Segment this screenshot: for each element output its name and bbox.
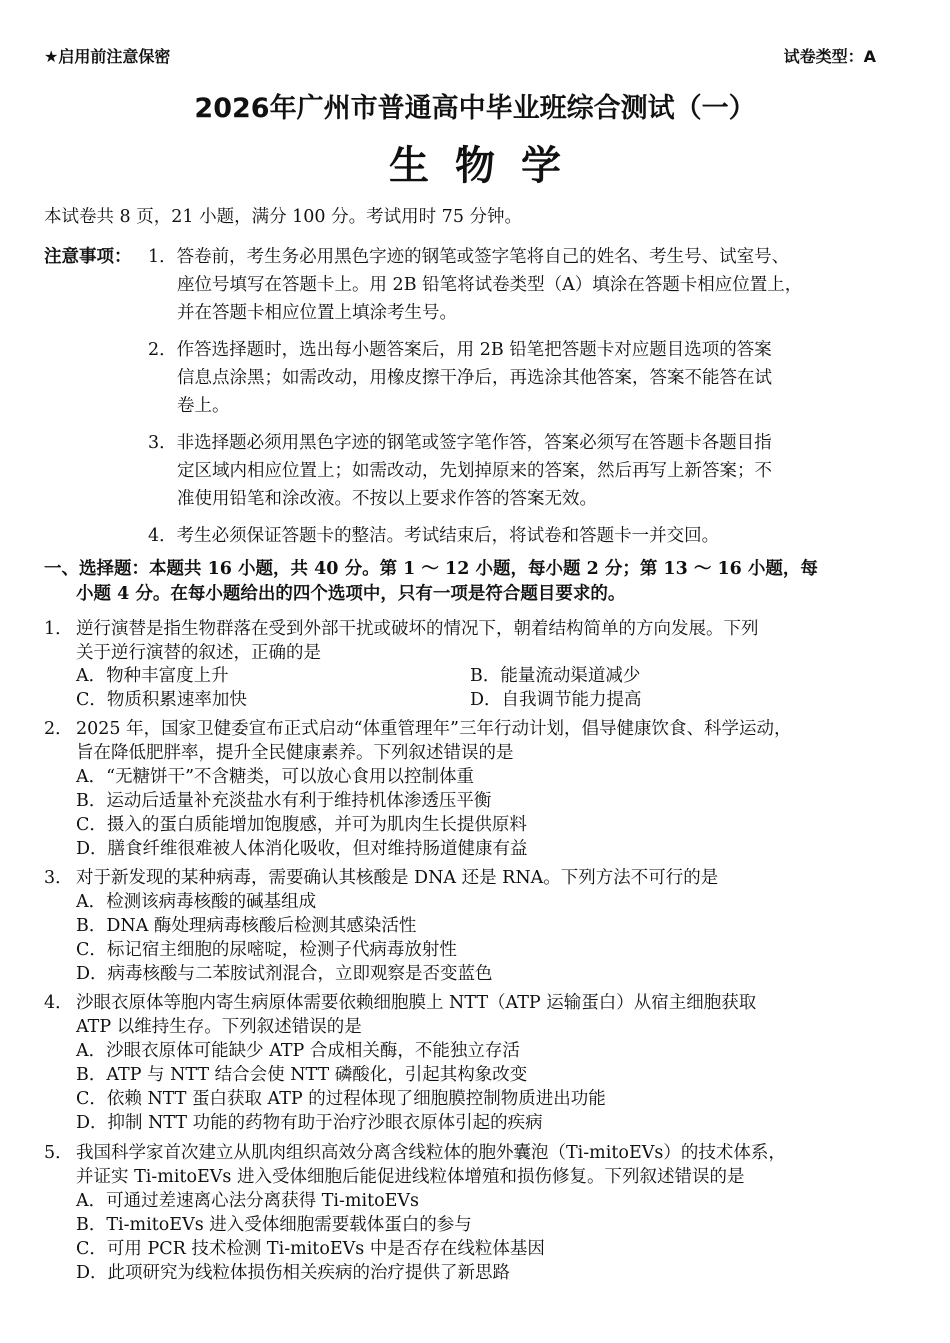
question-2-option-d: D．膳食纤维很难被人体消化吸收，但对维持肠道健康有益 <box>76 839 528 859</box>
subject-title: 生物学 <box>389 143 587 189</box>
question-2-option-a: A．“无糖饼干”不含糖类，可以放心食用以控制体重 <box>76 767 475 787</box>
question-1-option-c: C．物质积累速率加快 <box>76 690 247 710</box>
question-2-stem-line-2: 旨在降低肥胖率，提升全民健康素养。下列叙述错误的是 <box>76 743 514 763</box>
confidential-notice: ★启用前注意保密 <box>44 47 171 66</box>
question-5-number: 5． <box>44 1143 73 1163</box>
note-2-line-1: 2．作答选择题时，选出每小题答案后，用 2B 铅笔把答题卡对应题目选项的答案 <box>148 340 772 360</box>
question-5-option-d: D．此项研究为线粒体损伤相关疾病的治疗提供了新思路 <box>76 1263 511 1283</box>
question-1-stem-line-2: 关于逆行演替的叙述，正确的是 <box>76 643 321 663</box>
note-3-line-2: 定区域内相应位置上；如需改动，先划掉原来的答案，然后再写上新答案；不 <box>177 461 772 481</box>
question-5-stem-line-2: 并证实 Ti-mitoEVs 进入受体细胞后能促进线粒体增殖和损伤修复。下列叙述错误的是 <box>76 1167 745 1187</box>
note-3-line-3: 准使用铅笔和涂改液。不按以上要求作答的答案无效。 <box>177 489 597 509</box>
question-3-option-c: C．标记宿主细胞的尿嘧啶，检测子代病毒放射性 <box>76 940 457 960</box>
exam-intro: 本试卷共 8 页，21 小题，满分 100 分。考试用时 75 分钟。 <box>44 207 523 227</box>
question-5-option-a: A．可通过差速离心法分离获得 Ti-mitoEVs <box>76 1191 420 1211</box>
notes-label: 注意事项： <box>44 247 132 267</box>
question-2-option-b: B．运动后适量补充淡盐水有利于维持机体渗透压平衡 <box>76 791 492 811</box>
question-4-option-c: C．依赖 NTT 蛋白获取 ATP 的过程体现了细胞膜控制物质进出功能 <box>76 1089 606 1109</box>
note-2-line-2: 信息点涂黑；如需改动，用橡皮擦干净后，再选涂其他答案，答案不能答在试 <box>177 368 772 388</box>
question-1-option-d: D．自我调节能力提高 <box>470 690 642 710</box>
question-5-option-c: C．可用 PCR 技术检测 Ti-mitoEVs 中是否存在线粒体基因 <box>76 1239 545 1259</box>
question-2-option-c: C．摄入的蛋白质能增加饱腹感，并可为肌肉生长提供原料 <box>76 815 527 835</box>
question-4-option-d: D．抑制 NTT 功能的药物有助于治疗沙眼衣原体引起的疾病 <box>76 1113 543 1133</box>
question-3-stem-line-1: 对于新发现的某种病毒，需要确认其核酸是 DNA 还是 RNA。下列方法不可行的是 <box>76 868 719 888</box>
note-2-line-3: 卷上。 <box>177 396 230 416</box>
question-3-number: 3． <box>44 868 73 888</box>
question-4-stem-line-2: ATP 以维持生存。下列叙述错误的是 <box>76 1017 362 1037</box>
note-3-line-1: 3．非选择题必须用黑色字迹的钢笔或签字笔作答，答案必须写在答题卡各题目指 <box>148 433 772 453</box>
question-4-stem-line-1: 沙眼衣原体等胞内寄生病原体需要依赖细胞膜上 NTT（ATP 运输蛋白）从宿主细胞获取 <box>76 993 757 1013</box>
question-5-option-b: B．Ti-mitoEVs 进入受体细胞需要载体蛋白的参与 <box>76 1215 472 1235</box>
question-4-option-b: B．ATP 与 NTT 结合会使 NTT 磷酸化，引起其构象改变 <box>76 1065 528 1085</box>
note-1-line-3: 并在答题卡相应位置上填涂考生号。 <box>177 303 457 323</box>
note-1-line-2: 座位号填写在答题卡上。用 2B 铅笔将试卷类型（A）填涂在答题卡相应位置上， <box>177 275 803 295</box>
question-3-option-a: A．检测该病毒核酸的碱基组成 <box>76 892 317 912</box>
exam-title: 2026年广州市普通高中毕业班综合测试（一） <box>194 93 756 124</box>
question-1-option-b: B．能量流动渠道减少 <box>470 666 641 686</box>
question-2-number: 2． <box>44 719 73 739</box>
section-1-heading-line-2: 小题 4 分。在每小题给出的四个选项中，只有一项是符合题目要求的。 <box>76 584 626 604</box>
question-1-stem-line-1: 逆行演替是指生物群落在受到外部干扰或破坏的情况下，朝着结构简单的方向发展。下列 <box>76 619 759 639</box>
question-4-number: 4． <box>44 993 73 1013</box>
question-5-stem-line-1: 我国科学家首次建立从肌肉组织高效分离含线粒体的胞外囊泡（Ti-mitoEVs）的技术体系， <box>76 1143 786 1163</box>
question-4-option-a: A．沙眼衣原体可能缺少 ATP 合成相关酶，不能独立存活 <box>76 1041 520 1061</box>
question-1-option-a: A．物种丰富度上升 <box>76 666 229 686</box>
section-1-heading-line-1: 一、选择题：本题共 16 小题，共 40 分。第 1 ～ 12 小题，每小题 2 分；第 13 ～ 16 小题，每 <box>44 559 818 579</box>
question-3-option-d: D．病毒核酸与二苯胺试剂混合，立即观察是否变蓝色 <box>76 964 493 984</box>
question-3-option-b: B．DNA 酶处理病毒核酸后检测其感染活性 <box>76 916 417 936</box>
question-1-number: 1． <box>44 619 73 639</box>
note-1-line-1: 1．答卷前，考生务必用黑色字迹的钢笔或签字笔将自己的姓名、考生号、试室号、 <box>148 247 790 267</box>
question-2-stem-line-1: 2025 年，国家卫健委宣布正式启动“体重管理年”三年行动计划，倡导健康饮食、科学运动， <box>76 719 792 739</box>
paper-type: 试卷类型：A <box>783 47 876 66</box>
note-4-line-1: 4．考生必须保证答题卡的整洁。考试结束后，将试卷和答题卡一并交回。 <box>148 526 720 546</box>
